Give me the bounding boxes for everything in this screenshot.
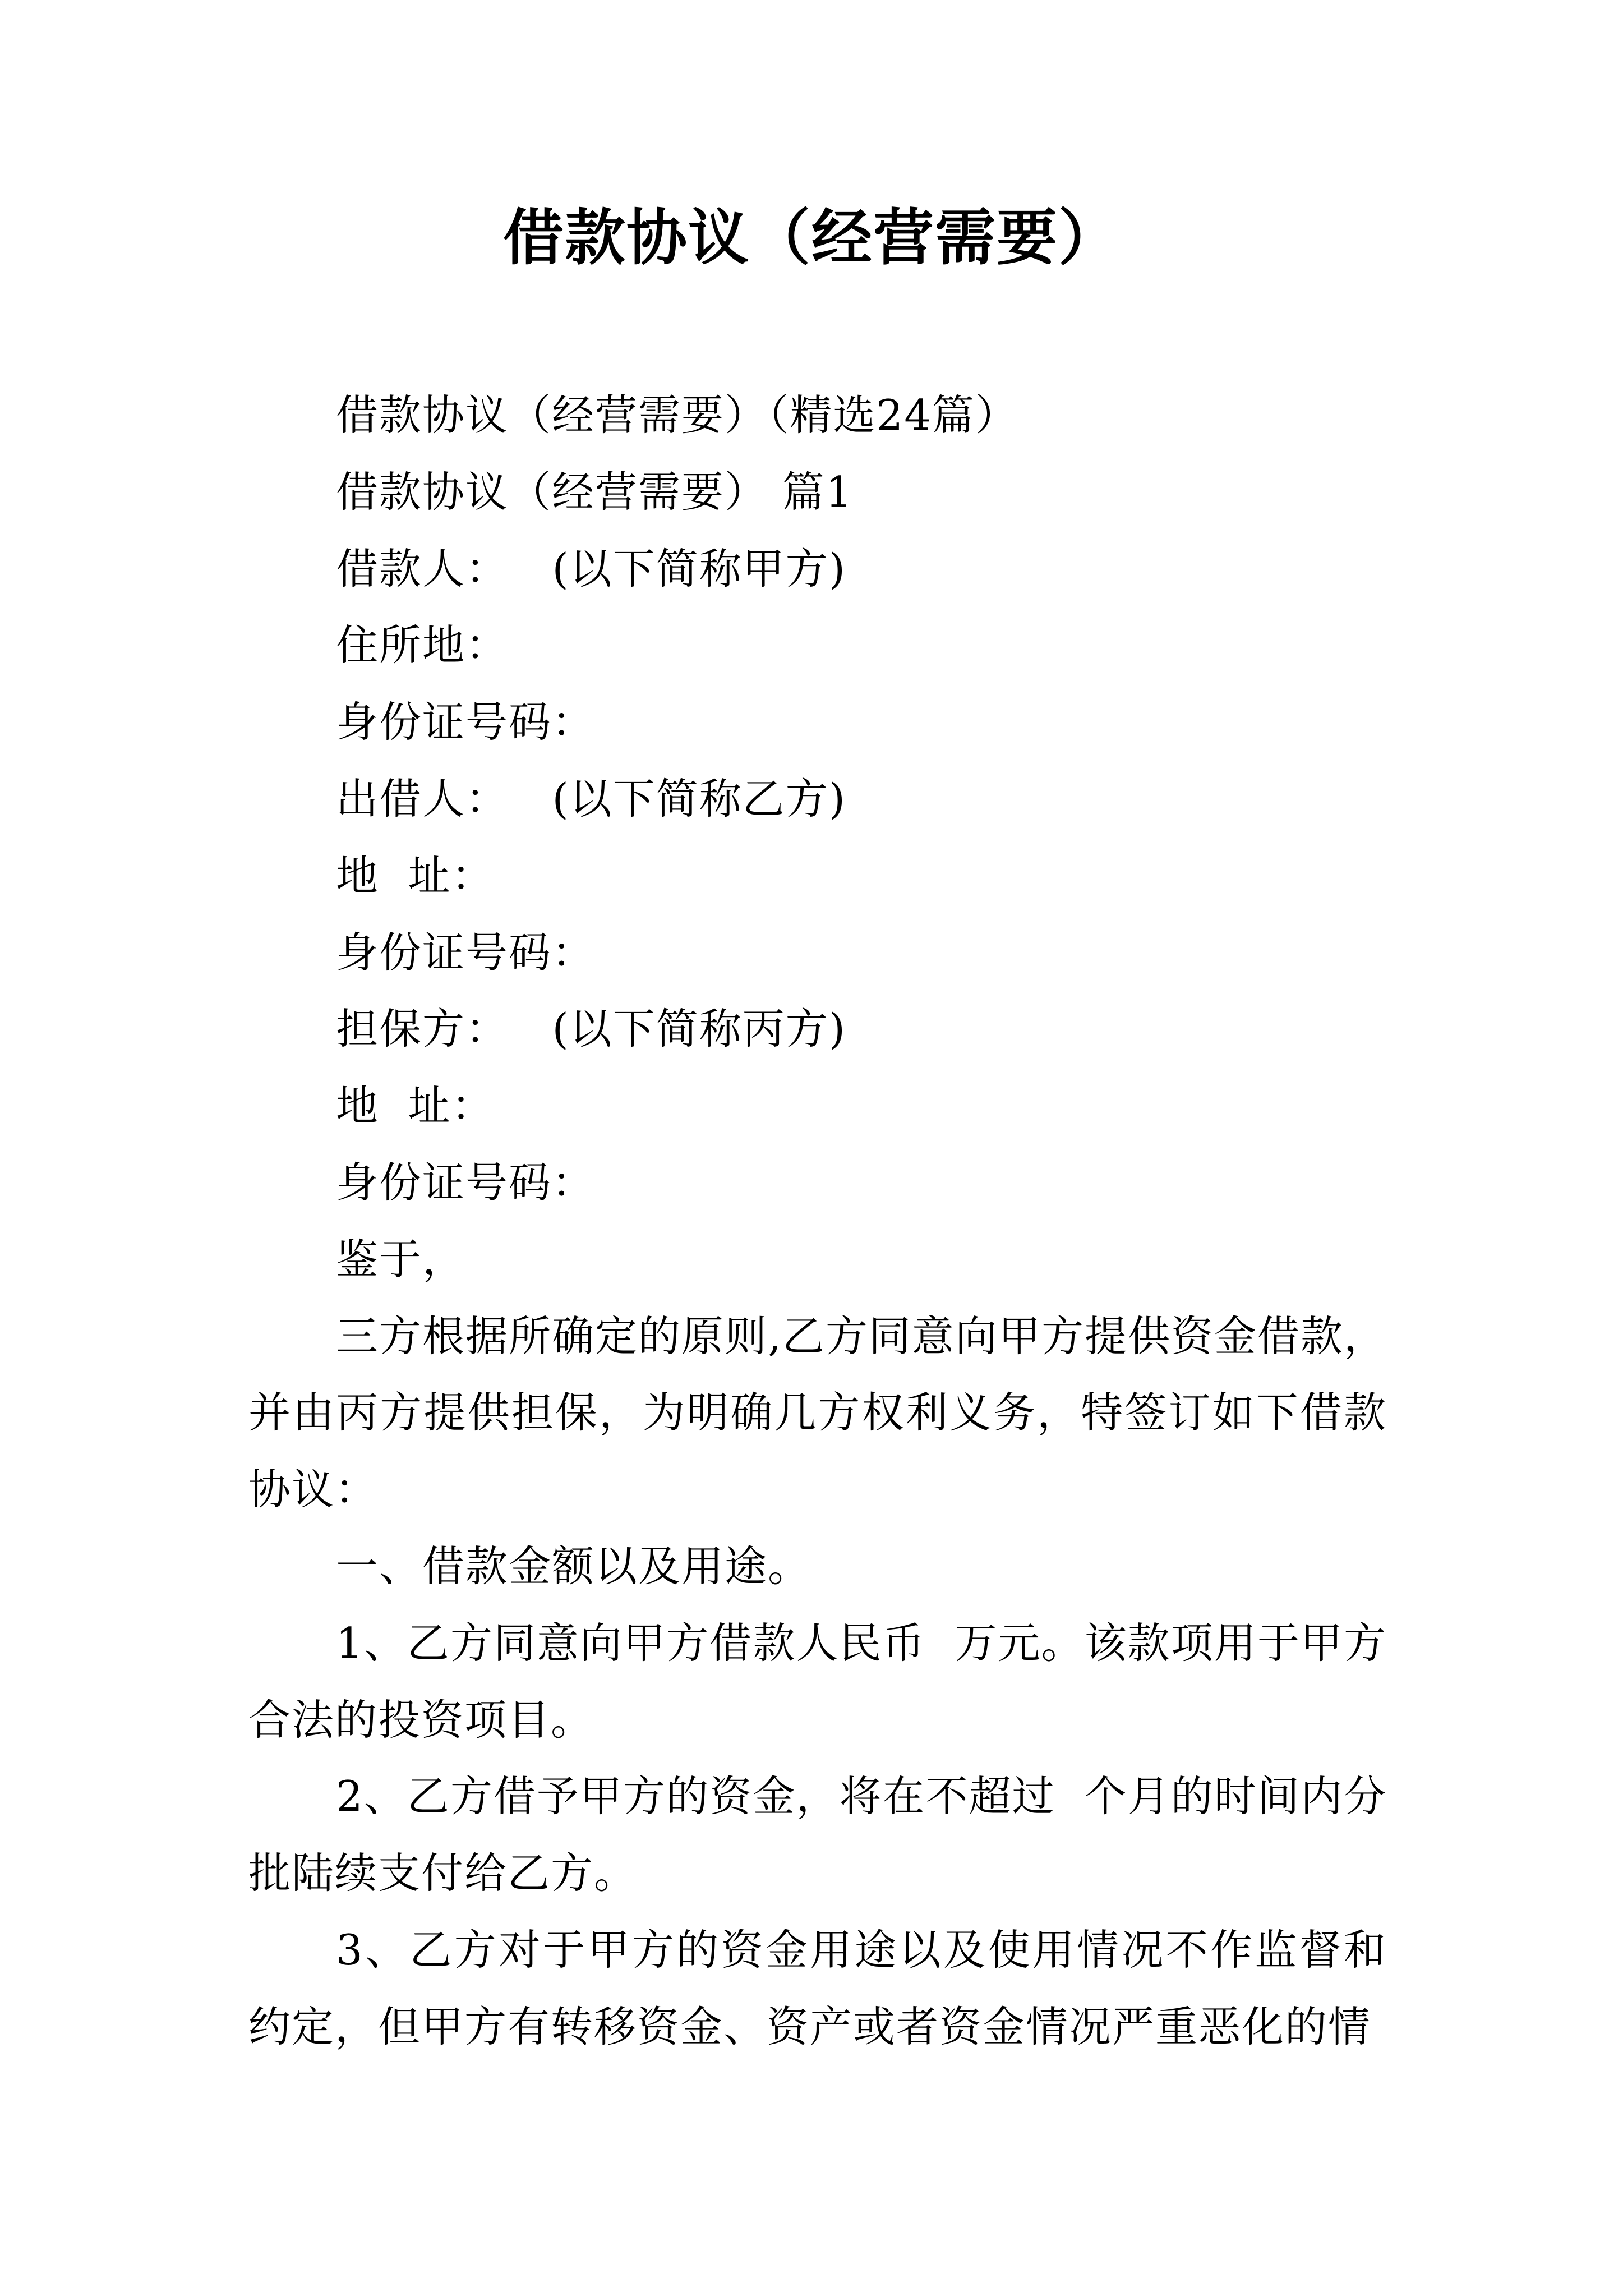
field-guarantor-id-number: 身份证号码： — [336, 1157, 596, 1207]
field-lender-address: 地 址： — [336, 850, 495, 900]
paragraph-preamble: 三方根据所确定的原则,乙方同意向甲方提供资金借款，并由丙方提供担保，为明确几方权利义务，特签订如下借款协议： — [248, 1311, 1387, 1515]
clause-2: 2、乙方借予甲方的资金，将在不超过 个月的时间内分批陆续支付给乙方。 — [248, 1772, 1387, 1898]
field-guarantor-address: 地 址： — [336, 1081, 495, 1131]
doc-heading-collection: 借款协议（经营需要）（精选24篇） — [336, 390, 1018, 440]
field-borrower-id-number: 身份证号码： — [336, 697, 596, 747]
field-lender-id-number: 身份证号码： — [336, 927, 596, 977]
doc-heading-article-1: 借款协议（经营需要） 篇1 — [336, 467, 854, 517]
clause-1: 1、乙方同意向甲方借款人民币 万元。该款项用于甲方合法的投资项目。 — [248, 1618, 1387, 1745]
field-lender: 出借人： (以下简称乙方) — [336, 774, 847, 823]
field-borrower: 借款人： (以下简称甲方) — [336, 544, 847, 593]
document-body — [248, 377, 1387, 2065]
field-guarantor: 担保方： (以下简称丙方) — [336, 1004, 847, 1054]
clause-3: 3、乙方对于甲方的资金用途以及使用情况不作监督和约定，但甲方有转移资金、资产或者资金情况严重恶化的情 — [248, 1925, 1387, 2051]
document-title: 借款协议（经营需要） — [502, 203, 1120, 273]
section-heading-loan-amount: 一、借款金额以及用途。 — [336, 1541, 811, 1591]
field-borrower-residence: 住所地： — [336, 620, 509, 670]
paragraph-whereas: 鉴于， — [336, 1234, 466, 1284]
